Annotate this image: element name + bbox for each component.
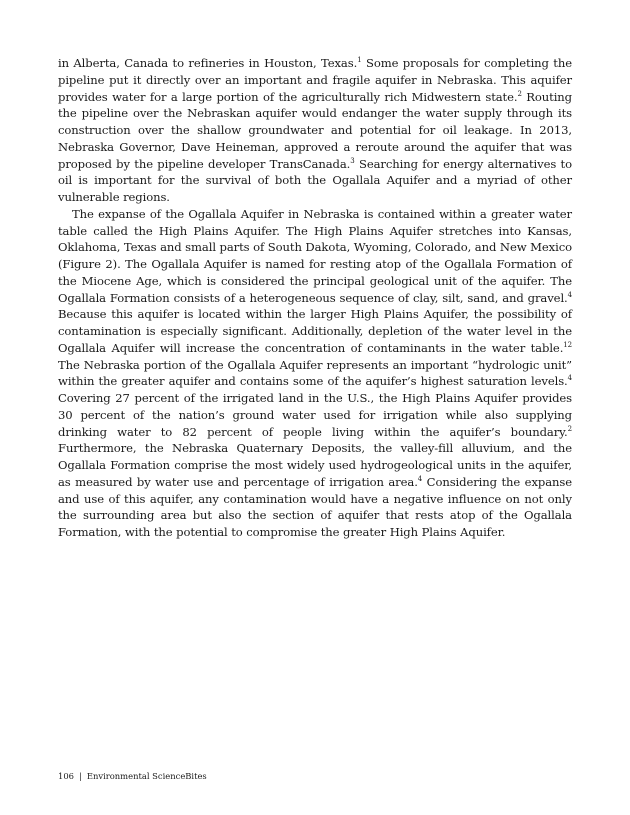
publication-title: Environmental ScienceBites [86, 771, 207, 781]
citation-marker: 4 [567, 374, 572, 383]
citation-marker: 2 [567, 424, 572, 433]
paragraph-2 [58, 206, 572, 541]
text-run: Searching for energy alternatives to oil is important for the survival of both the Ogallala Aquifer and a myriad of other vulnerable regions. [58, 156, 572, 204]
text-run: Considering the expanse and use of this aquifer, any contamination would have a negative influence on not only the surrounding area but also the section of aquifer that rests atop of the Ogallala Formation, with the potential to compromise the greater High Plains Aquifer. [58, 474, 572, 539]
citation-marker: 4 [417, 474, 423, 483]
text-run: Some proposals for completing the pipeline put it directly over an important and fragile aquifer in Nebraska. This aquifer provides water for a large portion of the agriculturally rich Midwestern state. [58, 56, 572, 104]
text-run: The Nebraska portion of the Ogallala Aquifer represents an important “hydrologic unit” within the greater aquifer and contains some of the aquifer’s highest saturation levels. [58, 357, 572, 389]
citation-marker: 4 [567, 290, 572, 299]
citation-marker: 12 [563, 340, 572, 349]
paragraph-1 [58, 55, 572, 206]
text-run: Because this aquifer is located within the larger High Plains Aquifer, the possibility of contamination is especially significant. Additionally, depletion of the water level in the Ogallala Aquifer will increase the concentration of contaminants in the water table. [58, 307, 572, 355]
text-run: Covering 27 percent of the irrigated land in the U.S., the High Plains Aquifer provides 30 percent of the nation’s ground water used for irrigation while also supplying drinking water to 82 percent of people living within the aquifer’s boundary. [58, 391, 572, 439]
citation-marker: 1 [357, 56, 362, 64]
body-text [58, 55, 572, 541]
citation-marker: 2 [517, 89, 522, 98]
text-run: Routing the pipeline over the Nebraskan aquifer would endanger the water supply through its construction over the shallow groundwater and potential for oil leakage. In 2013, Nebraska Governor, Dave Heineman, approved a reroute around the aquifer that was proposed by the pipeline developer TransCanada. [58, 89, 572, 171]
citation-marker: 3 [350, 156, 355, 165]
text-run: in Alberta, Canada to refineries in Houston, Texas. [58, 56, 358, 70]
footer-separator: | [79, 771, 82, 781]
page-number: 106 [58, 771, 74, 781]
page-footer [58, 771, 207, 781]
text-run: Furthermore, the Nebraska Quaternary Deposits, the valley-fill alluvium, and the Ogallala Formation comprise the most widely used hydrogeological units in the aquifer, as measured by water use and percentage of irrigation area. [58, 441, 572, 489]
text-run: The expanse of the Ogallala Aquifer in Nebraska is contained within a greater water table called the High Plains Aquifer. The High Plains Aquifer stretches into Kansas, Oklahoma, Texas and small parts of South Dakota, Wyoming, Colorado, and New Mexico (Figure 2). The Ogallala Aquifer is named for resting atop of the Ogallala Formation of the Miocene Age, which is considered the principal geological unit of the aquifer. The Ogallala Formation consists of a heterogeneous sequence of clay, silt, sand, and gravel. [58, 206, 572, 305]
